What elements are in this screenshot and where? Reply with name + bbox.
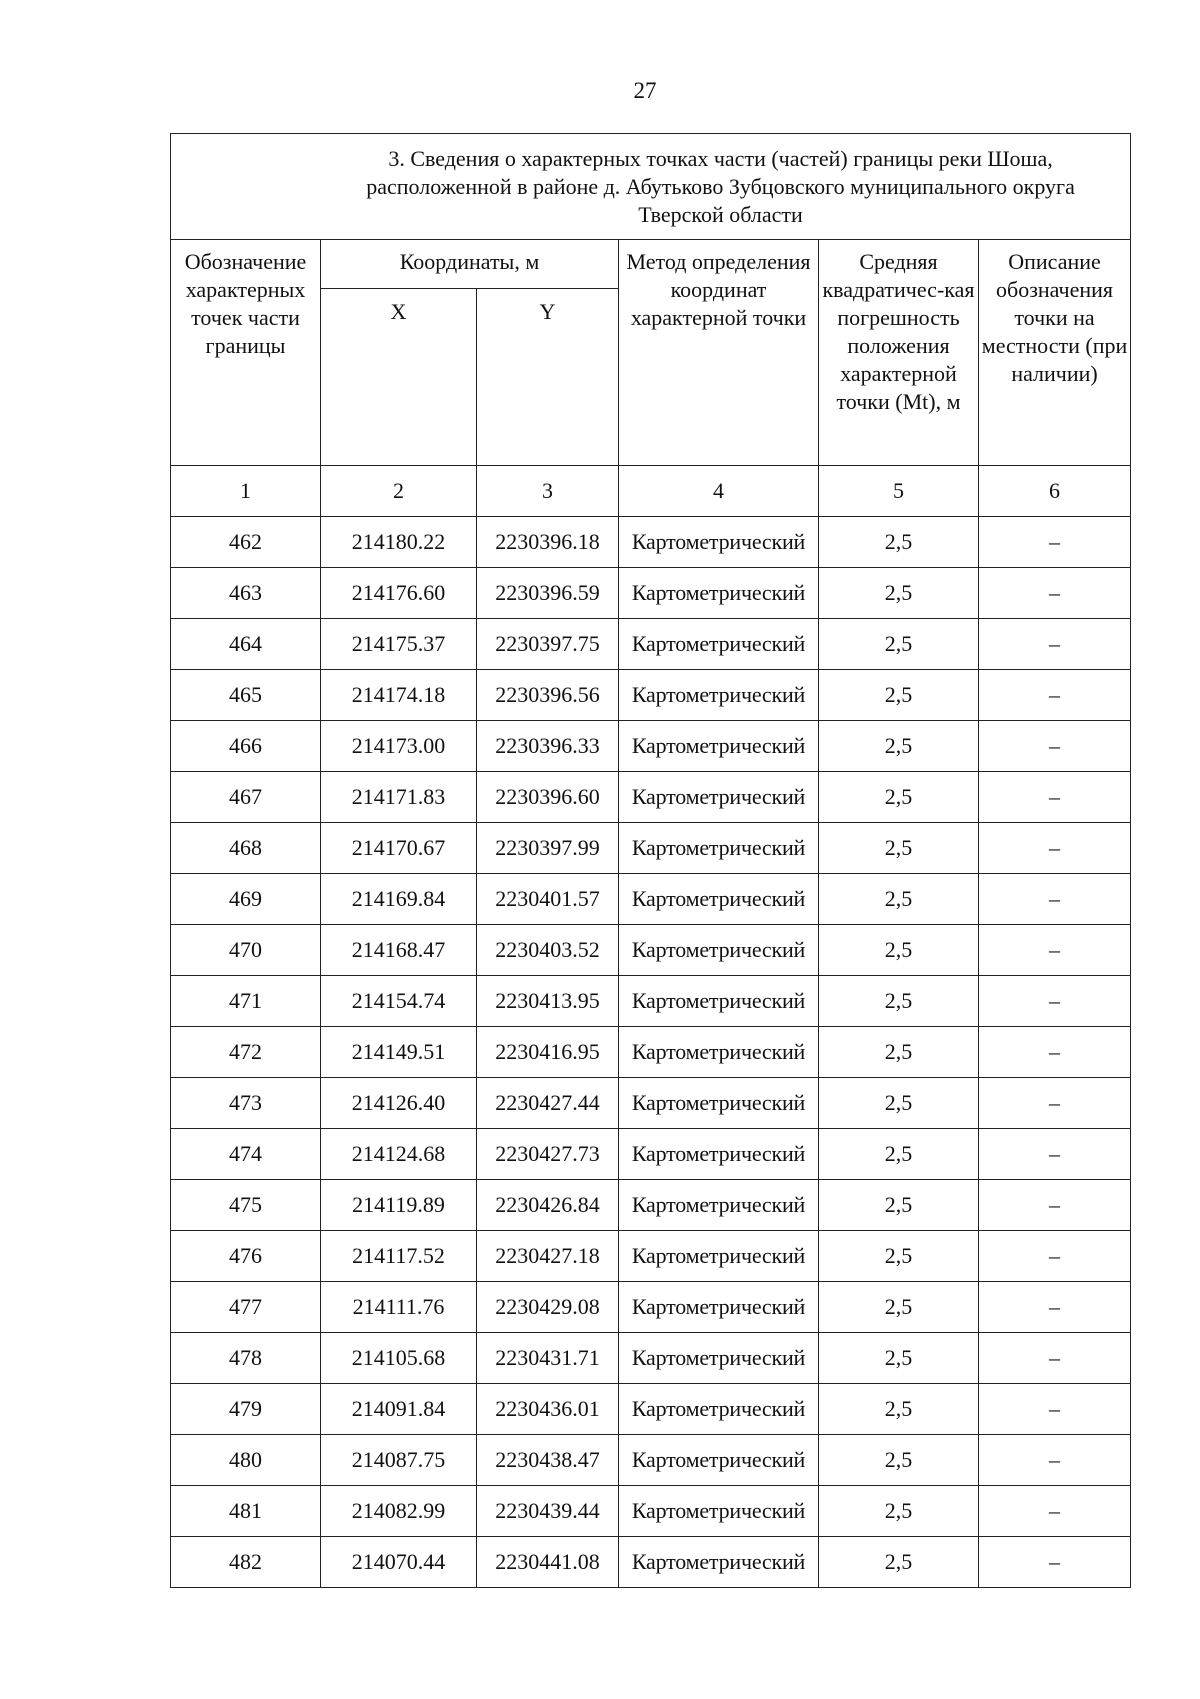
y-coordinate-cell: 2230436.01	[477, 1384, 619, 1435]
point-id-cell: 464	[171, 619, 321, 670]
table-row	[171, 1282, 1131, 1333]
mean-error-cell: 2,5	[819, 1180, 979, 1231]
mean-error-cell: 2,5	[819, 976, 979, 1027]
x-coordinate-cell: 214173.00	[321, 721, 477, 772]
y-coordinate-cell: 2230413.95	[477, 976, 619, 1027]
point-id-cell: 470	[171, 925, 321, 976]
header-point-designation: Обозначение характерных точек части границы	[171, 240, 321, 466]
y-coordinate-cell: 2230416.95	[477, 1027, 619, 1078]
y-coordinate-cell: 2230396.33	[477, 721, 619, 772]
point-id-cell: 465	[171, 670, 321, 721]
column-number: 1	[171, 466, 321, 517]
description-cell: –	[979, 1129, 1131, 1180]
description-cell: –	[979, 874, 1131, 925]
description-cell: –	[979, 619, 1131, 670]
point-id-cell: 472	[171, 1027, 321, 1078]
mean-error-cell: 2,5	[819, 925, 979, 976]
x-coordinate-cell: 214174.18	[321, 670, 477, 721]
table-row	[171, 1486, 1131, 1537]
table-caption: 3. Сведения о характерных точках части (частей) границы реки Шоша, расположенной в районе д. Абутьково Зубцовского муниципального округа Тверской области	[171, 134, 1131, 240]
header-x: X	[321, 289, 477, 466]
description-cell: –	[979, 823, 1131, 874]
point-id-cell: 473	[171, 1078, 321, 1129]
table-row	[171, 1384, 1131, 1435]
description-cell: –	[979, 1027, 1131, 1078]
method-cell: Картометрический	[619, 976, 819, 1027]
method-cell: Картометрический	[619, 670, 819, 721]
y-coordinate-cell: 2230427.44	[477, 1078, 619, 1129]
y-coordinate-cell: 2230426.84	[477, 1180, 619, 1231]
header-mean-error: Средняя квадратичес-кая погрешность положения характерной точки (Mt), м	[819, 240, 979, 466]
y-coordinate-cell: 2230401.57	[477, 874, 619, 925]
method-cell: Картометрический	[619, 925, 819, 976]
mean-error-cell: 2,5	[819, 772, 979, 823]
header-coordinates: Координаты, м	[321, 240, 619, 289]
method-cell: Картометрический	[619, 568, 819, 619]
mean-error-cell: 2,5	[819, 568, 979, 619]
method-cell: Картометрический	[619, 1384, 819, 1435]
method-cell: Картометрический	[619, 619, 819, 670]
method-cell: Картометрический	[619, 1333, 819, 1384]
column-number-row	[171, 466, 1131, 517]
method-cell: Картометрический	[619, 1027, 819, 1078]
method-cell: Картометрический	[619, 874, 819, 925]
method-cell: Картометрический	[619, 1282, 819, 1333]
method-cell: Картометрический	[619, 1129, 819, 1180]
y-coordinate-cell: 2230397.75	[477, 619, 619, 670]
point-id-cell: 481	[171, 1486, 321, 1537]
method-cell: Картометрический	[619, 1078, 819, 1129]
x-coordinate-cell: 214169.84	[321, 874, 477, 925]
mean-error-cell: 2,5	[819, 1384, 979, 1435]
description-cell: –	[979, 670, 1131, 721]
table-row	[171, 568, 1131, 619]
description-cell: –	[979, 1231, 1131, 1282]
method-cell: Картометрический	[619, 1435, 819, 1486]
table-row	[171, 1078, 1131, 1129]
x-coordinate-cell: 214176.60	[321, 568, 477, 619]
mean-error-cell: 2,5	[819, 874, 979, 925]
description-cell: –	[979, 1333, 1131, 1384]
table-row	[171, 874, 1131, 925]
point-id-cell: 463	[171, 568, 321, 619]
description-cell: –	[979, 1537, 1131, 1588]
y-coordinate-cell: 2230429.08	[477, 1282, 619, 1333]
y-coordinate-cell: 2230438.47	[477, 1435, 619, 1486]
description-cell: –	[979, 1486, 1131, 1537]
point-id-cell: 467	[171, 772, 321, 823]
method-cell: Картометрический	[619, 721, 819, 772]
table-row	[171, 721, 1131, 772]
description-cell: –	[979, 1384, 1131, 1435]
method-cell: Картометрический	[619, 1231, 819, 1282]
mean-error-cell: 2,5	[819, 1078, 979, 1129]
method-cell: Картометрический	[619, 1486, 819, 1537]
y-coordinate-cell: 2230427.18	[477, 1231, 619, 1282]
y-coordinate-cell: 2230396.56	[477, 670, 619, 721]
x-coordinate-cell: 214124.68	[321, 1129, 477, 1180]
table-row	[171, 823, 1131, 874]
y-coordinate-cell: 2230439.44	[477, 1486, 619, 1537]
header-y: Y	[477, 289, 619, 466]
mean-error-cell: 2,5	[819, 721, 979, 772]
x-coordinate-cell: 214180.22	[321, 517, 477, 568]
x-coordinate-cell: 214117.52	[321, 1231, 477, 1282]
x-coordinate-cell: 214171.83	[321, 772, 477, 823]
table-row	[171, 619, 1131, 670]
table-row	[171, 976, 1131, 1027]
mean-error-cell: 2,5	[819, 517, 979, 568]
header-method: Метод определения координат характерной точки	[619, 240, 819, 466]
x-coordinate-cell: 214168.47	[321, 925, 477, 976]
point-id-cell: 474	[171, 1129, 321, 1180]
y-coordinate-cell: 2230396.60	[477, 772, 619, 823]
method-cell: Картометрический	[619, 772, 819, 823]
point-id-cell: 475	[171, 1180, 321, 1231]
point-id-cell: 469	[171, 874, 321, 925]
point-id-cell: 471	[171, 976, 321, 1027]
point-id-cell: 479	[171, 1384, 321, 1435]
table-row	[171, 517, 1131, 568]
method-cell: Картометрический	[619, 1537, 819, 1588]
column-number: 5	[819, 466, 979, 517]
mean-error-cell: 2,5	[819, 1231, 979, 1282]
table-row	[171, 1027, 1131, 1078]
table-row	[171, 925, 1131, 976]
y-coordinate-cell: 2230403.52	[477, 925, 619, 976]
method-cell: Картометрический	[619, 1180, 819, 1231]
table-row	[171, 1129, 1131, 1180]
x-coordinate-cell: 214170.67	[321, 823, 477, 874]
y-coordinate-cell: 2230397.99	[477, 823, 619, 874]
x-coordinate-cell: 214087.75	[321, 1435, 477, 1486]
method-cell: Картометрический	[619, 823, 819, 874]
x-coordinate-cell: 214082.99	[321, 1486, 477, 1537]
table-row	[171, 772, 1131, 823]
column-number: 2	[321, 466, 477, 517]
header-description: Описание обозначения точки на местности (при наличии)	[979, 240, 1131, 466]
description-cell: –	[979, 517, 1131, 568]
mean-error-cell: 2,5	[819, 1282, 979, 1333]
x-coordinate-cell: 214149.51	[321, 1027, 477, 1078]
y-coordinate-cell: 2230396.59	[477, 568, 619, 619]
point-id-cell: 466	[171, 721, 321, 772]
description-cell: –	[979, 1180, 1131, 1231]
column-number: 6	[979, 466, 1131, 517]
x-coordinate-cell: 214070.44	[321, 1537, 477, 1588]
table-row	[171, 670, 1131, 721]
point-id-cell: 478	[171, 1333, 321, 1384]
table-row	[171, 1435, 1131, 1486]
x-coordinate-cell: 214111.76	[321, 1282, 477, 1333]
x-coordinate-cell: 214126.40	[321, 1078, 477, 1129]
table-row	[171, 1333, 1131, 1384]
description-cell: –	[979, 721, 1131, 772]
x-coordinate-cell: 214105.68	[321, 1333, 477, 1384]
description-cell: –	[979, 772, 1131, 823]
point-id-cell: 477	[171, 1282, 321, 1333]
page-number: 27	[633, 78, 657, 103]
column-number: 3	[477, 466, 619, 517]
mean-error-cell: 2,5	[819, 619, 979, 670]
point-id-cell: 482	[171, 1537, 321, 1588]
y-coordinate-cell: 2230427.73	[477, 1129, 619, 1180]
mean-error-cell: 2,5	[819, 1486, 979, 1537]
x-coordinate-cell: 214119.89	[321, 1180, 477, 1231]
x-coordinate-cell: 214091.84	[321, 1384, 477, 1435]
point-id-cell: 462	[171, 517, 321, 568]
y-coordinate-cell: 2230441.08	[477, 1537, 619, 1588]
description-cell: –	[979, 568, 1131, 619]
y-coordinate-cell: 2230396.18	[477, 517, 619, 568]
mean-error-cell: 2,5	[819, 823, 979, 874]
description-cell: –	[979, 1435, 1131, 1486]
mean-error-cell: 2,5	[819, 1435, 979, 1486]
point-id-cell: 468	[171, 823, 321, 874]
mean-error-cell: 2,5	[819, 1129, 979, 1180]
method-cell: Картометрический	[619, 517, 819, 568]
description-cell: –	[979, 976, 1131, 1027]
boundary-points-table	[170, 133, 1131, 1588]
mean-error-cell: 2,5	[819, 1027, 979, 1078]
description-cell: –	[979, 925, 1131, 976]
table-row	[171, 1180, 1131, 1231]
x-coordinate-cell: 214175.37	[321, 619, 477, 670]
x-coordinate-cell: 214154.74	[321, 976, 477, 1027]
column-number: 4	[619, 466, 819, 517]
mean-error-cell: 2,5	[819, 670, 979, 721]
table-row	[171, 1231, 1131, 1282]
description-cell: –	[979, 1078, 1131, 1129]
mean-error-cell: 2,5	[819, 1333, 979, 1384]
mean-error-cell: 2,5	[819, 1537, 979, 1588]
point-id-cell: 476	[171, 1231, 321, 1282]
point-id-cell: 480	[171, 1435, 321, 1486]
y-coordinate-cell: 2230431.71	[477, 1333, 619, 1384]
table-row	[171, 1537, 1131, 1588]
description-cell: –	[979, 1282, 1131, 1333]
